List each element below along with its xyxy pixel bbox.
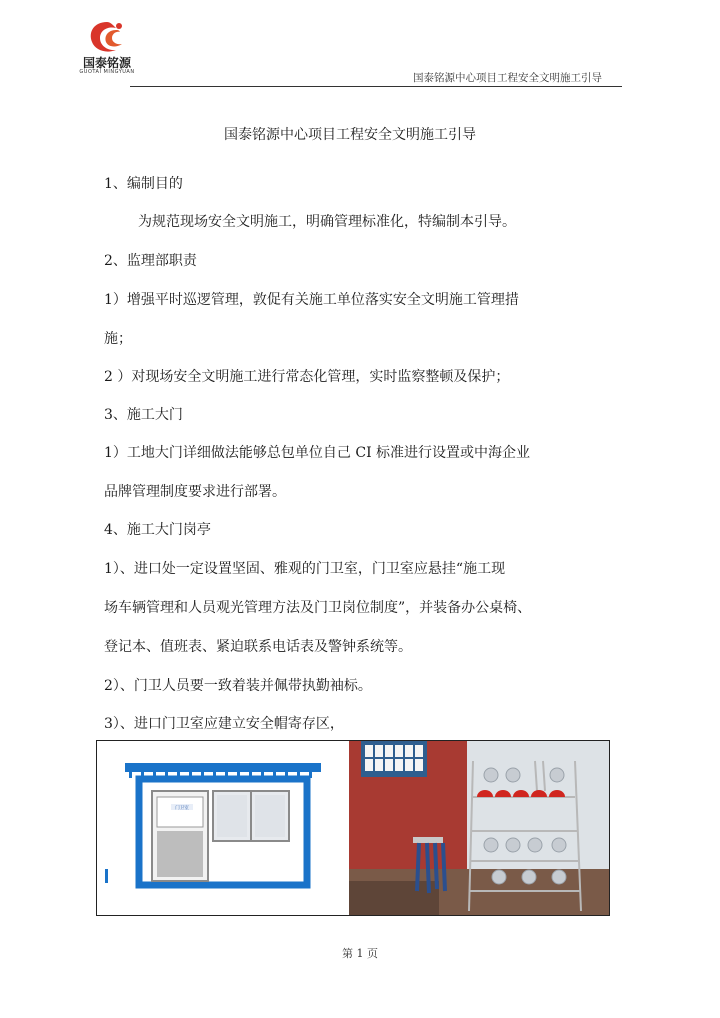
paragraph-duty-1-cont: 施； (104, 331, 132, 347)
paragraph-gate-1: 1）工地大门详细做法能够总包单位自己 CI 标准进行设置或中海企业 (104, 445, 531, 461)
logo-swirl-icon (86, 18, 128, 56)
paragraph-duty-2: 2 ）对现场安全文明施工进行常态化管理，实时监察整顿及保护； (104, 369, 510, 385)
helmet-rack-photo (349, 741, 609, 915)
paragraph-booth-1-cont: 场车辆管理和人员观光管理方法及门卫岗位制度”，并装备办公桌椅、 (104, 600, 532, 616)
booth-sign: 门卫室 (175, 806, 189, 811)
logo-chinese-name: 国泰铭源 (82, 56, 131, 70)
paragraph-booth-2: 2）、门卫人员要一致着装并佩带执勤袖标。 (104, 678, 372, 694)
logo-english-name: GUOTAI MINGYUAN (79, 69, 135, 75)
section-heading-booth: 4、施工大门岗亭 (104, 522, 211, 538)
paragraph-gate-1-cont: 品牌管理制度要求进行部署。 (104, 484, 286, 500)
document-title: 国泰铭源中心项目工程安全文明施工引导 (224, 127, 476, 143)
paragraph-booth-1-cont2: 登记本、值班表、紧迫联系电话表及警钟系统等。 (104, 639, 412, 655)
section-heading-gate: 3、施工大门 (104, 407, 183, 423)
paragraph-booth-3: 3）、进口门卫室应建立安全帽寄存区， (104, 716, 344, 732)
section-heading-purpose: 1、编制目的 (104, 176, 183, 192)
page-number: 第 1 页 (342, 947, 378, 960)
company-logo (70, 18, 144, 76)
guard-booth-drawing (97, 741, 345, 915)
section-heading-duties: 2、监理部职责 (104, 253, 197, 269)
header-divider (130, 86, 622, 87)
paragraph-duty-1: 1）增强平时巡逻管理，敦促有关施工单位落实安全文明施工管理措 (104, 292, 519, 308)
paragraph-purpose: 为规范现场安全文明施工，明确管理标准化，特编制本引导。 (138, 214, 516, 230)
running-header-title: 国泰铭源中心项目工程安全文明施工引导 (413, 72, 602, 84)
paragraph-booth-1: 1）、进口处一定设置坚固、雅观的门卫室，门卫室应悬挂“施工现 (104, 561, 506, 577)
guard-booth-figure (96, 740, 610, 916)
